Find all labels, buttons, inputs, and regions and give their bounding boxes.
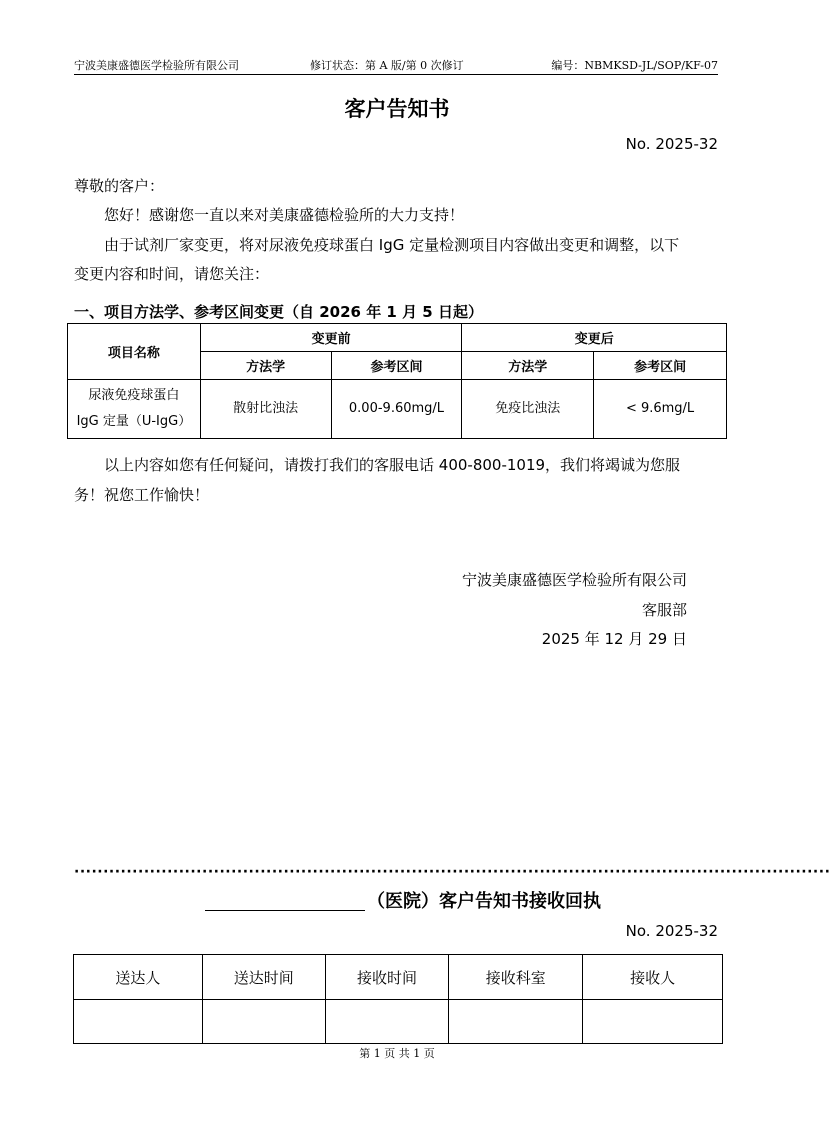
col-item-name: 项目名称 — [68, 324, 201, 380]
receive-time-cell[interactable] — [325, 1000, 449, 1044]
col-after-method: 方法学 — [462, 352, 594, 380]
change-table — [67, 323, 727, 439]
header-company: 宁波美康盛德医学检验所有限公司 — [74, 59, 239, 72]
col-before-range: 参考区间 — [331, 352, 462, 380]
receipt-title-text: （医院）客户告知书接收回执 — [367, 891, 601, 912]
receive-dept-cell[interactable] — [449, 1000, 583, 1044]
change-table-header-row — [68, 324, 727, 352]
col-before-method: 方法学 — [200, 352, 331, 380]
notice-title: 客户告知书 — [344, 97, 450, 121]
closing-line-2: 务！祝您工作愉快！ — [74, 486, 210, 504]
receiver-cell[interactable] — [583, 1000, 723, 1044]
col-receive-dept: 接收科室 — [449, 955, 583, 1000]
salutation: 尊敬的客户： — [74, 177, 165, 195]
signature-company: 宁波美康盛德医学检验所有限公司 — [461, 571, 687, 589]
col-send-time: 送达时间 — [202, 955, 325, 1000]
col-after-range: 参考区间 — [594, 352, 727, 380]
receipt-number: No. 2025-32 — [625, 922, 718, 940]
closing-line-1: 以上内容如您有任何疑问，请拨打我们的客服电话 400-800-1019，我们将竭诚为您服 — [104, 456, 681, 474]
page-footer: 第 1 页 共 1 页 — [359, 1047, 435, 1060]
col-receiver: 接收人 — [583, 955, 723, 1000]
header-code: 编号：NBMKSD-JL/SOP/KF-07 — [551, 59, 718, 72]
receipt-header-row — [74, 955, 723, 1000]
intro-line-1: 由于试剂厂家变更，将对尿液免疫球蛋白 IgG 定量检测项目内容做出变更和调整，以下 — [104, 236, 680, 254]
col-sender: 送达人 — [74, 955, 203, 1000]
before-method-cell: 散射比浊法 — [200, 380, 331, 439]
col-before: 变更前 — [200, 324, 462, 352]
receipt-title — [205, 887, 601, 913]
section-title: 一、项目方法学、参考区间变更（自 2026 年 1 月 5 日起） — [74, 303, 483, 321]
signature-department: 客服部 — [641, 601, 687, 619]
table-row — [74, 1000, 723, 1044]
table-row — [68, 380, 727, 439]
item-name-line-1: 尿液免疫球蛋白 — [88, 388, 180, 403]
header-rule — [74, 74, 718, 75]
item-name-cell — [68, 380, 201, 439]
before-range-cell: 0.00-9.60mg/L — [331, 380, 462, 439]
after-range-cell: < 9.6mg/L — [594, 380, 727, 439]
send-time-cell[interactable] — [202, 1000, 325, 1044]
header-revision: 修订状态：第 A 版/第 0 次修订 — [310, 59, 464, 72]
col-receive-time: 接收时间 — [325, 955, 449, 1000]
receipt-table — [73, 954, 723, 1044]
notice-number: No. 2025-32 — [625, 135, 718, 153]
sender-cell[interactable] — [74, 1000, 203, 1044]
item-name-line-2: IgG 定量（U-IgG） — [76, 414, 192, 429]
signature-date: 2025 年 12 月 29 日 — [541, 630, 687, 648]
tear-off-dotted-line: ·································································································································· — [74, 864, 830, 880]
greeting: 您好！感谢您一直以来对美康盛德检验所的大力支持！ — [104, 206, 465, 224]
after-method-cell: 免疫比浊法 — [462, 380, 594, 439]
intro-line-2: 变更内容和时间，请您关注： — [74, 265, 270, 283]
col-after: 变更后 — [462, 324, 727, 352]
hospital-name-blank[interactable] — [205, 892, 365, 911]
